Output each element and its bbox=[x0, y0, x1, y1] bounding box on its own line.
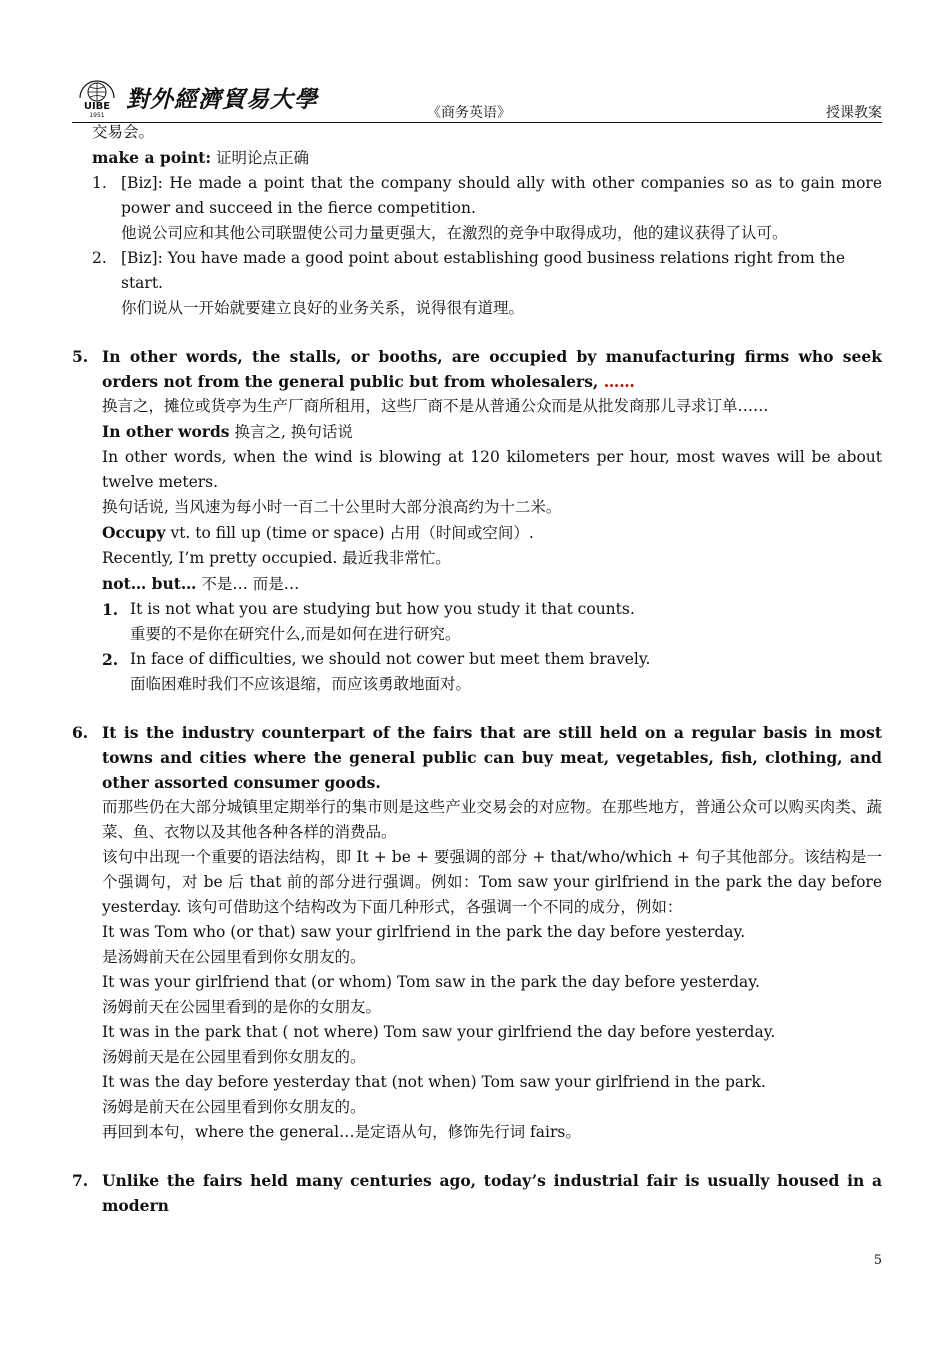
example-chinese: 重要的不是你在研究什么,而是如何在进行研究。 bbox=[130, 625, 461, 643]
example-english: Recently, I’m pretty occupied. 最近我非常忙。 bbox=[102, 549, 451, 567]
uibe-emblem-icon bbox=[74, 76, 120, 118]
term: not… but… bbox=[102, 574, 197, 593]
example-chinese: 汤姆是前天在公园里看到你女朋友的。 bbox=[102, 1098, 366, 1116]
page-content bbox=[72, 120, 882, 1218]
page-number: 5 bbox=[873, 1253, 882, 1268]
example-item bbox=[102, 597, 882, 647]
term-entry bbox=[102, 571, 882, 597]
example-english: [Biz]: You have made a good point about establishing good business relations right from the start. bbox=[121, 249, 845, 292]
example-english: It was your girlfriend that (or whom) Tom saw in the park the day before yesterday. bbox=[102, 973, 760, 991]
term-entry bbox=[72, 145, 882, 171]
logo-year: 1951 bbox=[89, 112, 105, 118]
section-5 bbox=[72, 344, 882, 697]
example-chinese: 是汤姆前天在公园里看到你女朋友的。 bbox=[102, 948, 366, 966]
term-gloss: 证明论点正确 bbox=[216, 149, 310, 167]
example-english: It was Tom who (or that) saw your girlfriend in the park the day before yesterday. bbox=[102, 923, 746, 941]
university-logo bbox=[74, 76, 318, 118]
example-item bbox=[102, 647, 882, 697]
term: Occupy bbox=[102, 523, 166, 542]
logo-letters: UIBE bbox=[83, 101, 111, 112]
example-item bbox=[72, 246, 882, 321]
continued-text: 交易会。 bbox=[92, 123, 155, 141]
sentence-translation: 而那些仍在大部分城镇里定期举行的集市则是这些产业交易会的对应物。在那些地方，普通公众可以购买肉类、蔬菜、鱼、衣物以及其他各种各样的消费品。 bbox=[102, 798, 882, 841]
course-title: 《商务英语》 bbox=[427, 105, 511, 121]
term-gloss: 换言之, 换句话说 bbox=[234, 423, 353, 441]
term-entry bbox=[102, 419, 882, 445]
grammar-note: 该句中出现一个重要的语法结构，即 It + be + 要强调的部分 + that/who/which + 句子其他部分。该结构是一个强调句，对 be 后 that 前的部分进行强调。例如：Tom saw your girlfriend in the park the day before yesterday. 该句可借助这个结构改为下面几种形式，各强调一个不同的成分，例如： bbox=[102, 848, 882, 916]
university-name: 對外經濟貿易大學 bbox=[126, 85, 318, 113]
section-sentence: It is the industry counterpart of the fairs that are still held on a regular basis in most towns and cities where the general public can buy meat, vegetables, fish, clothing, and other assorted consumer goods. bbox=[102, 723, 882, 792]
example-number: 1. bbox=[92, 174, 107, 192]
page-header bbox=[72, 72, 882, 122]
sentence-ellipsis: …… bbox=[603, 372, 635, 391]
section-sentence: Unlike the fairs held many centuries ago, today’s industrial fair is usually housed in a modern bbox=[102, 1171, 882, 1215]
example-chinese: 面临困难时我们不应该退缩，而应该勇敢地面对。 bbox=[130, 675, 472, 693]
section-7 bbox=[72, 1168, 882, 1218]
example-number: 1. bbox=[102, 600, 119, 619]
term: In other words bbox=[102, 422, 230, 441]
term-definition: vt. to fill up (time or space) 占用（时间或空间）. bbox=[170, 524, 534, 542]
section-sentence bbox=[102, 344, 882, 394]
example-chinese: 他说公司应和其他公司联盟使公司力量更强大，在激烈的竞争中取得成功，他的建议获得了认可。 bbox=[121, 224, 788, 242]
example-item bbox=[72, 171, 882, 246]
example-english: In face of difficulties, we should not cower but meet them bravely. bbox=[130, 650, 651, 668]
example-english: It is not what you are studying but how you study it that counts. bbox=[130, 600, 635, 618]
document-type: 授课教案 bbox=[826, 105, 882, 121]
term-entry bbox=[102, 520, 882, 546]
example-chinese: 换句话说, 当风速为每小时一百二十公里时大部分浪高约为十二米。 bbox=[102, 498, 562, 516]
example-chinese: 汤姆前天是在公园里看到你女朋友的。 bbox=[102, 1048, 366, 1066]
term-gloss: 不是… 而是… bbox=[201, 575, 300, 593]
term: make a point: bbox=[92, 148, 212, 167]
sentence-translation: 换言之，摊位或货亭为生产厂商所租用，这些厂商不是从普通公众而是从批发商那儿寻求订单…… bbox=[102, 397, 769, 415]
example-chinese: 你们说从一开始就要建立良好的业务关系，说得很有道理。 bbox=[121, 299, 525, 317]
closing-note: 再回到本句，where the general…是定语从句，修饰先行词 fairs。 bbox=[102, 1123, 581, 1141]
example-number: 2. bbox=[92, 249, 107, 267]
example-english: It was the day before yesterday that (not when) Tom saw your girlfriend in the park. bbox=[102, 1073, 766, 1091]
example-english: [Biz]: He made a point that the company should ally with other companies so as to gain more power and succeed in the fierce competition. bbox=[121, 174, 882, 217]
section-number: 5. bbox=[72, 347, 89, 366]
section-number: 6. bbox=[72, 723, 89, 742]
example-english: In other words, when the wind is blowing at 120 kilometers per hour, most waves will be about twelve meters. bbox=[102, 448, 882, 491]
example-english: It was in the park that ( not where) Tom saw your girlfriend the day before yesterday. bbox=[102, 1023, 776, 1041]
section-number: 7. bbox=[72, 1171, 89, 1190]
sentence-text: In other words, the stalls, or booths, are occupied by manufacturing firms who seek orders not from the general public but from wholesalers, bbox=[102, 347, 882, 391]
example-chinese: 汤姆前天在公园里看到的是你的女朋友。 bbox=[102, 998, 382, 1016]
example-number: 2. bbox=[102, 650, 119, 669]
section-6 bbox=[72, 720, 882, 1145]
